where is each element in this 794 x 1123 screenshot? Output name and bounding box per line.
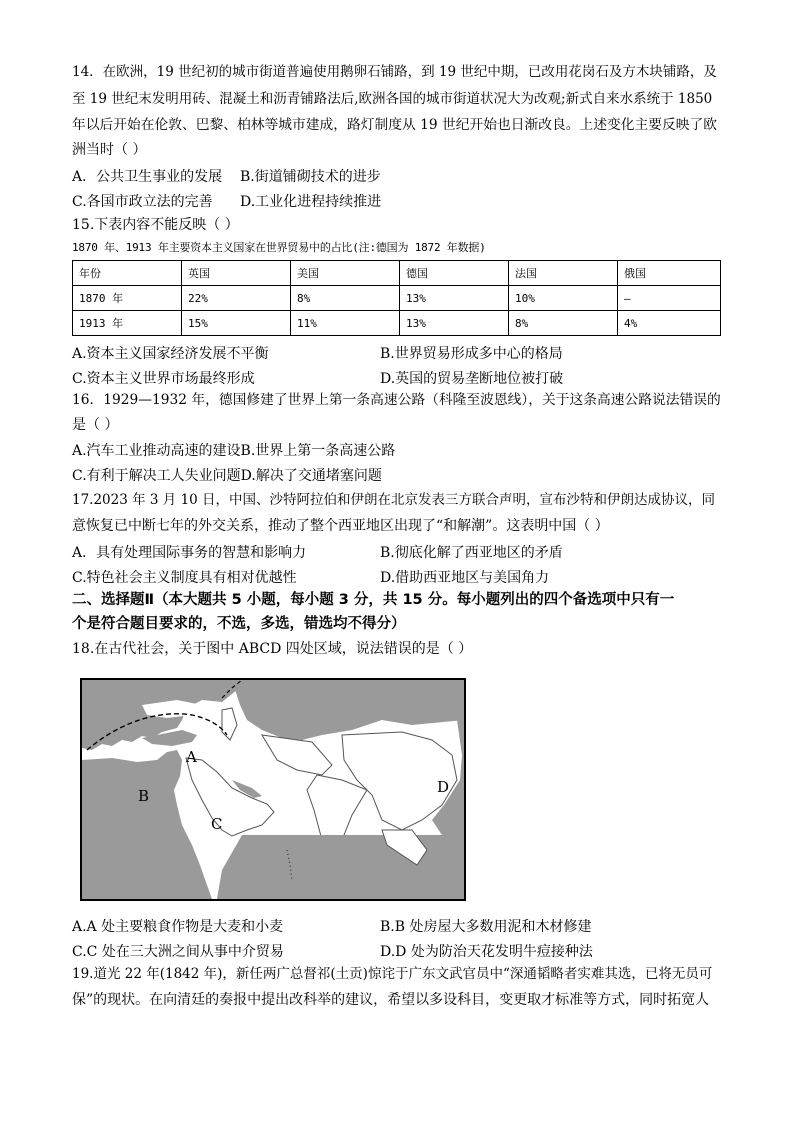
table-cell: 8%: [509, 311, 618, 336]
q14-option-c[interactable]: C.各国市政立法的完善: [72, 194, 213, 210]
table-row: [73, 286, 721, 311]
q14-line-1: 14．在欧洲，19 世纪初的城市街道普遍使用鹅卵石铺路，到 19 世纪中期，已改用花岗石及方木块铺路，及: [72, 64, 717, 80]
q17-option-b[interactable]: B.彻底化解了西亚地区的矛盾: [380, 545, 563, 561]
table-cell: 4%: [618, 311, 721, 336]
q17-line-2: 意恢复已中断七年的外交关系，推动了整个西亚地区出现了“和解潮”。这表明中国（ ）: [72, 518, 609, 534]
q18-option-c[interactable]: C.C 处在三大洲之间从事中介贸易: [72, 944, 284, 960]
q18-option-d[interactable]: D.D 处为防治天花发明牛痘接种法: [380, 944, 593, 960]
q18-stem: 18.在古代社会，关于图中 ABCD 四处区域，说法错误的是（ ）: [72, 641, 473, 657]
q15-stem: 15.下表内容不能反映（ ）: [72, 217, 239, 233]
table-cell: 13%: [400, 286, 509, 311]
q17-option-a[interactable]: A．具有处理国际事务的智慧和影响力: [72, 545, 307, 561]
q19-line-1: 19.道光 22 年(1842 年)，新任两广总督祁(土贡)惊诧于广东文武官员中“深通韬略者实难其选，已将无员可: [72, 966, 713, 982]
ancient-world-map: [80, 678, 466, 901]
table-cell: 8%: [291, 286, 400, 311]
table-cell: 22%: [182, 286, 291, 311]
table-header-cell: 法国: [509, 261, 618, 286]
table-row: [73, 311, 721, 336]
indian-ocean: [217, 835, 464, 899]
table-cell: 11%: [291, 311, 400, 336]
q16-options-ab[interactable]: A.汽车工业推动高速的建设B.世界上第一条高速公路: [72, 443, 396, 459]
q19-line-2: 保”的现状。在向清廷的奏报中提出改科举的建议，希望以多设科目，变更取才标准等方式，同时拓宽人: [72, 992, 710, 1008]
q15-table-caption: 1870 年、1913 年主要资本主义国家在世界贸易中的占比(注:德国为 1872 年数据): [72, 241, 486, 254]
q15-option-a[interactable]: A.资本主义国家经济发展不平衡: [72, 346, 269, 362]
q14-option-b[interactable]: B.街道铺砌技术的进步: [240, 169, 381, 185]
map-label-b: B: [138, 787, 150, 805]
q15-option-b[interactable]: B.世界贸易形成多中心的格局: [380, 346, 563, 362]
table-header-cell: 俄国: [618, 261, 721, 286]
table-header-row: [73, 261, 721, 286]
section-2-heading-line-1: 二、选择题Ⅱ（本大题共 5 小题，每小题 3 分，共 15 分。每小题列出的四个备选项中只有一: [72, 592, 675, 608]
q14-option-d[interactable]: D.工业化进程持续推进: [240, 194, 382, 210]
table-header-cell: 美国: [291, 261, 400, 286]
q16-line-2: 是（ ）: [72, 417, 119, 433]
table-cell: 1913 年: [73, 311, 182, 336]
iran-region: [262, 735, 332, 775]
table-header-cell: 年份: [73, 261, 182, 286]
q14-option-a[interactable]: A．公共卫生事业的发展: [72, 169, 223, 185]
table-cell: 15%: [182, 311, 291, 336]
central-asia-landmass: [232, 680, 464, 740]
table-header-cell: 德国: [400, 261, 509, 286]
q18-option-a[interactable]: A.A 处主要粮食作物是大麦和小麦: [72, 919, 284, 935]
q14-line-4: 洲当时（ ）: [72, 142, 147, 158]
q17-option-c[interactable]: C.特色社会主义制度具有相对优越性: [72, 570, 297, 586]
q17-option-d[interactable]: D.借助西亚地区与美国角力: [380, 570, 550, 586]
q15-option-c[interactable]: C.资本主义世界市场最终形成: [72, 371, 255, 387]
caspian-sea: [222, 708, 237, 740]
table-header-cell: 英国: [182, 261, 291, 286]
table-cell: 13%: [400, 311, 509, 336]
trade-share-table: [72, 260, 721, 336]
table-cell: 1870 年: [73, 286, 182, 311]
table-cell: 10%: [509, 286, 618, 311]
arabia-outline: [186, 758, 274, 836]
q15-option-d[interactable]: D.英国的贸易垄断地位被打破: [380, 371, 564, 387]
q16-options-cd[interactable]: C.有利于解决工人失业问题D.解决了交通堵塞问题: [72, 468, 382, 484]
q14-line-3: 年以后开始在伦敦、巴黎、柏林等城市建成，路灯制度从 19 世纪开始也日渐改良。上述变化主要反映了欧: [72, 117, 717, 133]
map-label-d: D: [437, 778, 450, 796]
q16-line-1: 16．1929—1932 年，德国修建了世界上第一条高速公路（科隆至波恩线），关于这条高速公路说法错误的: [72, 392, 721, 408]
map-label-c: C: [211, 815, 223, 833]
q18-option-b[interactable]: B.B 处房屋大多数用泥和木材修建: [380, 919, 592, 935]
map-label-a: A: [186, 748, 197, 766]
q14-line-2: 至 19 世纪末发明用砖、混凝土和沥青铺路法后,欧洲各国的城市街道状况大为改观;新式自来水系统于 1850: [72, 91, 713, 107]
q17-line-1: 17.2023 年 3 月 10 日，中国、沙特阿拉伯和伊朗在北京发表三方联合声明，宣布沙特和伊朗达成协议，同: [72, 492, 716, 508]
section-2-heading-line-2: 个是符合题目要求的，不选，多选，错选均不得分）: [72, 616, 406, 632]
table-cell: —: [618, 286, 721, 311]
